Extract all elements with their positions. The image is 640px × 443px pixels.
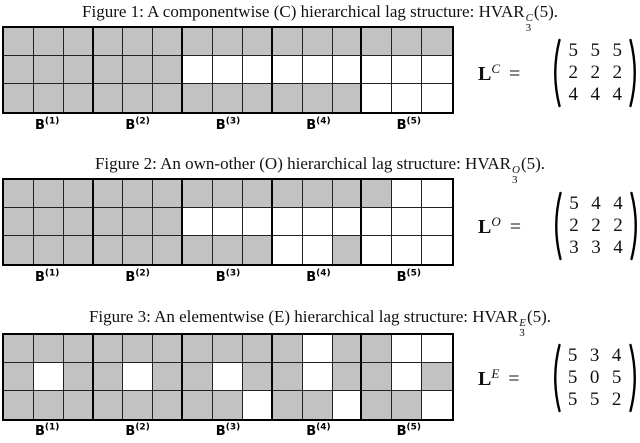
matrix-entry: 5 [568, 40, 579, 61]
lag-cell-r3-c5-active [123, 84, 153, 112]
lag-cell-r3-c7-active [183, 84, 213, 112]
lag-cell-r1-c15-inactive [422, 335, 452, 363]
lag-cell-r3-c5-active [123, 236, 153, 264]
right-paren [629, 343, 640, 413]
lag-cell-r2-c10-inactive [273, 56, 303, 84]
matrix-entry: 4 [613, 193, 623, 214]
lag-cell-r3-c4-active [94, 391, 124, 419]
lag-cell-r2-c4-active [94, 363, 124, 391]
block-label-B(5): $B^{(5)}$ [396, 422, 422, 439]
figure-3-block-labels [2, 423, 454, 441]
lag-cell-r3-c9-active [243, 84, 273, 112]
hvar-superscript: O [512, 164, 520, 176]
lag-cell-r3-c14-inactive [392, 84, 422, 112]
lag-cell-r1-c10-active [273, 28, 303, 56]
lag-cell-r1-c3-active [64, 335, 94, 363]
lag-cell-r1-c9-active [243, 180, 273, 208]
lag-cell-r1-c12-active [333, 335, 363, 363]
lag-cell-r1-c13-active [362, 335, 392, 363]
lag-cell-r3-c2-active [34, 391, 64, 419]
lag-cell-r2-c11-inactive [303, 208, 333, 236]
lag-cell-r2-c7-inactive [183, 208, 213, 236]
lag-cell-r1-c6-active [153, 180, 183, 208]
matrix-superscript: E [491, 365, 500, 381]
lag-cell-r1-c15-inactive [422, 180, 452, 208]
block-label-B(4): $B^{(4)}$ [306, 116, 331, 133]
lag-cell-r1-c7-active [183, 180, 213, 208]
lag-cell-r3-c7-active [183, 236, 213, 264]
matrix-entry: 4 [612, 84, 623, 105]
lag-cell-r2-c7-active [183, 363, 213, 391]
lag-cell-r2-c1-active [4, 56, 34, 84]
matrix-entry: 3 [569, 237, 579, 258]
figure-2-block-labels [2, 269, 454, 287]
lag-cell-r1-c15-active [422, 28, 452, 56]
lag-cell-r2-c3-active [64, 56, 94, 84]
caption-suffix: (5). [533, 2, 558, 21]
right-paren [630, 191, 640, 261]
left-paren [550, 38, 561, 108]
matrix-entry: 4 [590, 84, 601, 105]
lag-cell-r1-c2-active [34, 335, 64, 363]
hvar-subscript: 3 [512, 174, 518, 186]
lag-cell-r2-c14-inactive [392, 208, 422, 236]
lag-cell-r2-c14-inactive [392, 56, 422, 84]
matrix-entry: 4 [611, 345, 622, 366]
lag-cell-r1-c12-active [333, 180, 363, 208]
lag-cell-r1-c13-active [362, 180, 392, 208]
lag-cell-r1-c4-active [94, 28, 124, 56]
matrix-symbol: L [478, 62, 492, 85]
figure-1-lag-grid [2, 26, 454, 114]
lag-cell-r3-c4-active [94, 84, 124, 112]
block-label-B(2): $B^{(2)}$ [125, 116, 150, 133]
lag-cell-r1-c14-active [392, 28, 422, 56]
lag-cell-r1-c4-active [94, 335, 124, 363]
matrix-entry: 4 [613, 237, 623, 258]
matrix-entries [562, 345, 628, 411]
lag-cell-r2-c3-active [64, 208, 94, 236]
block-label-B(3): $B^{(3)}$ [215, 268, 241, 285]
lag-cell-r1-c9-active [243, 335, 273, 363]
lag-cell-r3-c10-active [273, 391, 303, 419]
lag-cell-r3-c4-active [94, 236, 124, 264]
lag-cell-r2-c9-active [243, 363, 273, 391]
lag-cell-r1-c7-active [183, 28, 213, 56]
block-label-B(2): $B^{(2)}$ [125, 422, 150, 439]
equals-sign: = [509, 215, 522, 238]
matrix-label [478, 61, 520, 86]
hvar-superscript: C [525, 12, 533, 24]
lag-cell-r1-c11-active [303, 180, 333, 208]
matrix-entry: 2 [568, 62, 579, 83]
lag-cell-r2-c2-inactive [34, 363, 64, 391]
lag-cell-r2-c1-active [4, 208, 34, 236]
figure-3-lag-grid [2, 333, 454, 421]
lag-cell-r2-c10-inactive [273, 208, 303, 236]
lag-cell-r3-c3-active [64, 236, 94, 264]
lag-cell-r2-c12-active [333, 363, 363, 391]
matrix-entry: 5 [567, 367, 578, 388]
figure-2-lag-grid [2, 178, 454, 266]
lag-cell-r3-c14-inactive [392, 236, 422, 264]
lag-cell-r3-c9-active [243, 236, 273, 264]
lag-cell-r3-c12-active [333, 236, 363, 264]
caption-text: Figure 3: An elementwise (E) hierarchical lag structure: [88, 307, 473, 326]
lag-cell-r1-c3-active [64, 180, 94, 208]
lag-cell-r1-c8-active [213, 335, 243, 363]
lag-cell-r1-c14-inactive [392, 180, 422, 208]
figure-1-block-labels [2, 117, 454, 135]
lag-cell-r3-c1-active [4, 236, 34, 264]
lag-cell-r3-c6-active [153, 84, 183, 112]
lag-cell-r3-c3-active [64, 391, 94, 419]
lag-cell-r1-c8-active [213, 180, 243, 208]
lag-cell-r2-c15-inactive [422, 56, 452, 84]
hvar-subscript: 3 [519, 327, 525, 339]
hvar-supsub [526, 13, 533, 33]
hvar-term: HVAR [472, 307, 519, 326]
lag-cell-r1-c10-active [273, 180, 303, 208]
block-label-B(1): $B^{(1)}$ [34, 422, 60, 439]
lag-cell-r3-c2-active [34, 236, 64, 264]
lag-cell-r3-c11-active [303, 391, 333, 419]
lag-cell-r1-c5-active [123, 28, 153, 56]
block-label-B(3): $B^{(3)}$ [215, 116, 241, 133]
matrix-entry: 3 [591, 237, 601, 258]
lag-cell-r1-c3-active [64, 28, 94, 56]
lag-cell-r2-c6-active [153, 208, 183, 236]
block-label-B(5): $B^{(5)}$ [396, 268, 422, 285]
lag-cell-r1-c5-active [123, 335, 153, 363]
lag-cell-r2-c13-inactive [362, 56, 392, 84]
matrix-label [478, 366, 520, 391]
matrix-entry: 5 [611, 367, 622, 388]
lag-cell-r2-c6-active [153, 363, 183, 391]
lag-cell-r2-c7-inactive [183, 56, 213, 84]
hvar-superscript: E [519, 317, 526, 329]
matrix-entry: 2 [611, 389, 622, 410]
matrix-entry: 5 [612, 40, 623, 61]
matrix-entry: 0 [589, 367, 600, 388]
lag-cell-r2-c9-inactive [243, 208, 273, 236]
lag-cell-r3-c13-inactive [362, 84, 392, 112]
lag-cell-r3-c13-active [362, 391, 392, 419]
matrix-entry: 4 [568, 84, 579, 105]
lag-cell-r2-c4-active [94, 208, 124, 236]
block-label-B(4): $B^{(4)}$ [306, 422, 331, 439]
lag-cell-r3-c1-active [4, 84, 34, 112]
equals-sign: = [509, 62, 521, 85]
lag-cell-r1-c2-active [34, 180, 64, 208]
lag-cell-r1-c9-active [243, 28, 273, 56]
matrix-entry: 5 [569, 193, 579, 214]
matrix-superscript: O [491, 213, 501, 229]
block-label-B(1): $B^{(1)}$ [34, 268, 60, 285]
matrix-symbol: L [478, 215, 492, 238]
lag-cell-r2-c12-inactive [333, 208, 363, 236]
lag-cell-r1-c1-active [4, 180, 34, 208]
lag-cell-r3-c8-active [213, 84, 243, 112]
lag-cell-r2-c9-inactive [243, 56, 273, 84]
figure-2-matrix [478, 191, 640, 261]
lag-cell-r3-c6-active [153, 391, 183, 419]
matrix-entry: 2 [569, 215, 579, 236]
lag-cell-r1-c11-active [303, 28, 333, 56]
block-label-B(2): $B^{(2)}$ [125, 268, 150, 285]
lag-cell-r3-c10-inactive [273, 236, 303, 264]
lag-cell-r2-c2-active [34, 208, 64, 236]
figure-1-matrix [478, 38, 640, 108]
lag-cell-r2-c14-inactive [392, 363, 422, 391]
lag-cell-r1-c6-active [153, 335, 183, 363]
lag-cell-r1-c2-active [34, 28, 64, 56]
lag-cell-r2-c4-active [94, 56, 124, 84]
lag-cell-r3-c11-inactive [303, 236, 333, 264]
caption-suffix: (5). [526, 307, 552, 326]
matrix-symbol: L [478, 367, 492, 390]
lag-cell-r1-c11-inactive [303, 335, 333, 363]
hvar-term: HVAR [465, 154, 512, 173]
lag-cell-r1-c6-active [153, 28, 183, 56]
lag-cell-r1-c10-active [273, 335, 303, 363]
lag-cell-r1-c1-active [4, 335, 34, 363]
lag-cell-r2-c5-inactive [123, 363, 153, 391]
lag-cell-r3-c2-active [34, 84, 64, 112]
matrix-entries [563, 193, 629, 259]
lag-cell-r3-c11-active [303, 84, 333, 112]
matrix-label [478, 214, 521, 239]
left-paren [550, 343, 561, 413]
lag-cell-r3-c8-active [213, 236, 243, 264]
matrix-entry: 2 [612, 62, 623, 83]
lag-cell-r2-c11-inactive [303, 56, 333, 84]
block-label-B(1): $B^{(1)}$ [34, 116, 60, 133]
caption-text: Figure 2: An own-other (O) hierarchical lag structure: [94, 154, 466, 173]
hvar-supsub [519, 318, 526, 338]
lag-cell-r2-c3-active [64, 363, 94, 391]
matrix-entries [562, 40, 628, 106]
lag-cell-r1-c13-active [362, 28, 392, 56]
matrix-superscript: C [491, 60, 501, 76]
lag-cell-r1-c8-active [213, 28, 243, 56]
lag-cell-r2-c5-active [123, 208, 153, 236]
right-paren [629, 38, 640, 108]
lag-cell-r3-c9-inactive [243, 391, 273, 419]
lag-cell-r3-c1-active [4, 391, 34, 419]
matrix-entry: 5 [590, 40, 601, 61]
lag-cell-r1-c12-active [333, 28, 363, 56]
lag-cell-r3-c12-active [333, 84, 363, 112]
lag-cell-r2-c15-active [422, 363, 452, 391]
matrix-entry: 5 [589, 389, 600, 410]
lag-cell-r2-c13-active [362, 363, 392, 391]
lag-cell-r3-c6-active [153, 236, 183, 264]
block-label-B(4): $B^{(4)}$ [306, 268, 331, 285]
lag-cell-r3-c5-active [123, 391, 153, 419]
left-paren [551, 191, 562, 261]
lag-cell-r2-c15-inactive [422, 208, 452, 236]
hvar-term: HVAR [478, 2, 525, 21]
lag-cell-r1-c7-active [183, 335, 213, 363]
block-label-B(3): $B^{(3)}$ [215, 422, 241, 439]
lag-cell-r3-c14-active [392, 391, 422, 419]
figure-3-matrix [478, 343, 640, 413]
equals-sign: = [508, 367, 520, 390]
lag-cell-r2-c5-active [123, 56, 153, 84]
lag-cell-r2-c1-active [4, 363, 34, 391]
hvar-subscript: 3 [525, 22, 532, 34]
caption-text: Figure 1: A componentwise (C) hierarchical lag structure: [82, 2, 479, 21]
lag-cell-r1-c1-active [4, 28, 34, 56]
lag-cell-r2-c8-inactive [213, 363, 243, 391]
lag-cell-r1-c14-inactive [392, 335, 422, 363]
lag-cell-r2-c11-inactive [303, 363, 333, 391]
caption-suffix: (5). [520, 154, 546, 173]
lag-cell-r2-c12-inactive [333, 56, 363, 84]
matrix-entry: 2 [613, 215, 623, 236]
lag-cell-r1-c5-active [123, 180, 153, 208]
matrix-entry: 5 [567, 389, 578, 410]
lag-cell-r2-c6-active [153, 56, 183, 84]
lag-cell-r3-c3-active [64, 84, 94, 112]
matrix-entry: 2 [591, 215, 601, 236]
lag-cell-r3-c10-active [273, 84, 303, 112]
lag-cell-r2-c10-active [273, 363, 303, 391]
matrix-entry: 3 [589, 345, 600, 366]
lag-cell-r3-c8-active [213, 391, 243, 419]
lag-cell-r3-c15-inactive [422, 391, 452, 419]
block-label-B(5): $B^{(5)}$ [396, 116, 422, 133]
matrix-entry: 5 [567, 345, 578, 366]
matrix-entry: 4 [591, 193, 601, 214]
lag-cell-r2-c2-active [34, 56, 64, 84]
matrix-entry: 2 [590, 62, 601, 83]
lag-cell-r3-c7-active [183, 391, 213, 419]
hvar-supsub [512, 165, 520, 185]
lag-cell-r2-c8-inactive [213, 208, 243, 236]
lag-cell-r2-c8-inactive [213, 56, 243, 84]
lag-cell-r3-c15-inactive [422, 236, 452, 264]
lag-cell-r3-c12-inactive [333, 391, 363, 419]
lag-cell-r1-c4-active [94, 180, 124, 208]
lag-cell-r3-c15-inactive [422, 84, 452, 112]
lag-cell-r3-c13-inactive [362, 236, 392, 264]
lag-cell-r2-c13-inactive [362, 208, 392, 236]
